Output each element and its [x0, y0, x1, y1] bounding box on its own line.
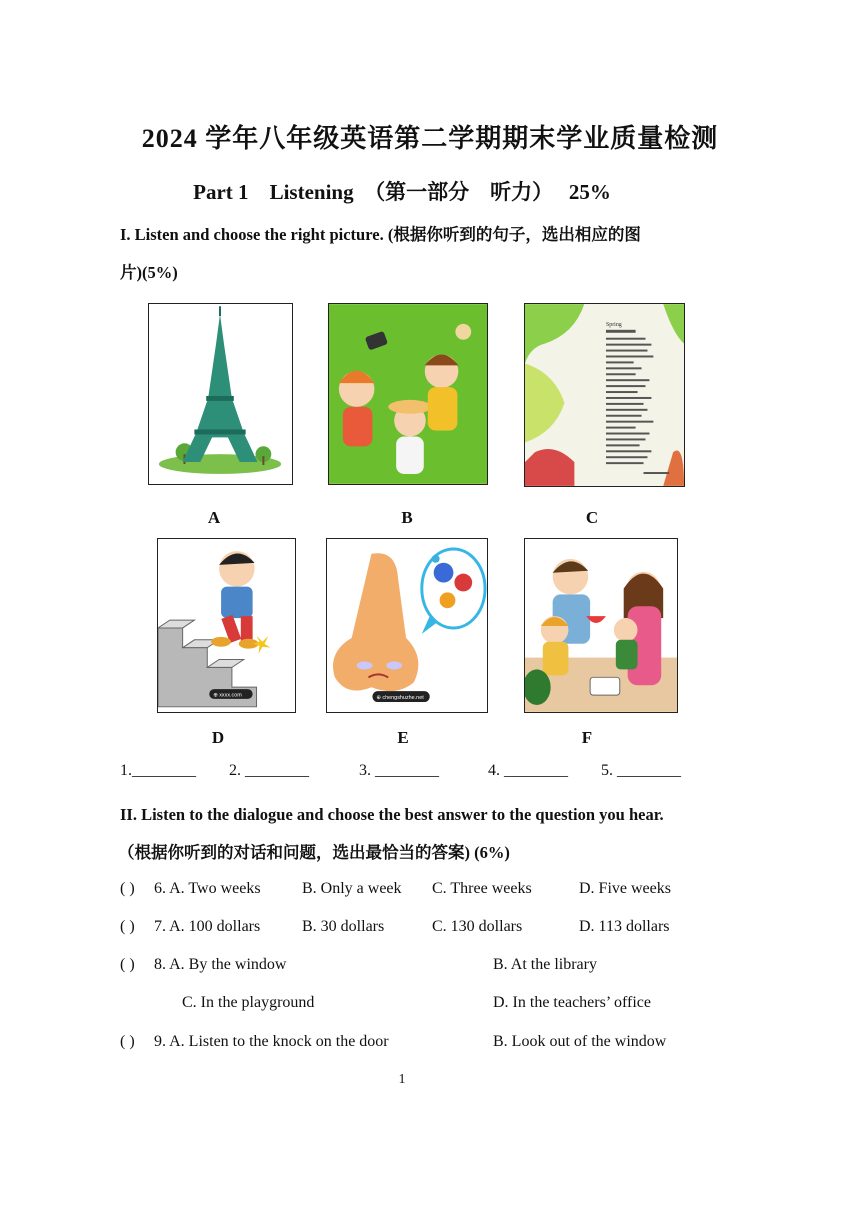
q7-option-d[interactable]: D. 113 dollars: [579, 918, 670, 935]
spring-poem-icon: [525, 304, 684, 486]
answer-paren-9[interactable]: ( ): [120, 1033, 135, 1050]
section2-heading-line2: （根据你听到的对话和问题，选出最恰当的答案) (6%): [118, 843, 510, 862]
part-label: Part 1: [193, 180, 249, 204]
picture-label-b: B: [401, 508, 413, 527]
answer-paren-7[interactable]: ( ): [120, 918, 135, 935]
answer-blank-1[interactable]: 1.________: [120, 762, 196, 779]
nose-germs-icon: [327, 539, 487, 712]
page-number: 1: [398, 1072, 406, 1087]
exam-title: 2024 学年八年级英语第二学期期末学业质量检测: [141, 124, 719, 153]
picture-c: [524, 303, 685, 487]
answer-blank-5[interactable]: 5. ________: [601, 762, 681, 779]
q7-option-c[interactable]: C. 130 dollars: [432, 918, 523, 935]
answer-blank-2[interactable]: 2. ________: [229, 762, 309, 779]
boy-on-stairs-icon: [158, 539, 295, 712]
section1-heading-line2: 片)(5%): [120, 263, 178, 282]
picture-e: [326, 538, 488, 713]
watermark-e: ⊕ chengshuzhe.net: [376, 695, 424, 702]
picture-label-f: F: [581, 728, 593, 747]
q8-option-a[interactable]: 8. A. By the window: [154, 956, 287, 973]
q6-option-b[interactable]: B. Only a week: [302, 880, 402, 897]
q8-option-d[interactable]: D. In the teachers’ office: [493, 994, 651, 1011]
family-picnic-icon: [525, 539, 677, 712]
picture-d: [157, 538, 296, 713]
picture-f: [524, 538, 678, 713]
part-heading: [0, 176, 804, 206]
answer-paren-6[interactable]: ( ): [120, 880, 135, 897]
section2-heading-line1: II. Listen to the dialogue and choose the best answer to the question you hear.: [120, 805, 664, 824]
answer-blank-4[interactable]: 4. ________: [488, 762, 568, 779]
q8-option-b[interactable]: B. At the library: [493, 956, 597, 973]
q9-option-a[interactable]: 9. A. Listen to the knock on the door: [154, 1033, 389, 1050]
eiffel-tower-icon: [149, 304, 292, 484]
picture-b: [328, 303, 488, 485]
part-cn: （第一部分 听力）: [364, 180, 554, 204]
picture-label-d: D: [211, 728, 225, 747]
picture-label-c: C: [585, 508, 599, 527]
part-name: Listening: [269, 180, 354, 204]
part-percent: 25%: [568, 180, 611, 204]
q7-option-a[interactable]: 7. A. 100 dollars: [154, 918, 261, 935]
section1-heading-line1: I. Listen and choose the right picture. (根据你听到的句子，选出相应的图: [120, 225, 641, 244]
kids-on-grass-icon: [329, 304, 487, 484]
picture-a: [148, 303, 293, 485]
answer-blank-3[interactable]: 3. ________: [359, 762, 439, 779]
q6-option-c[interactable]: C. Three weeks: [432, 880, 532, 897]
q9-option-b[interactable]: B. Look out of the window: [493, 1033, 667, 1050]
answer-paren-8[interactable]: ( ): [120, 956, 135, 973]
q7-option-b[interactable]: B. 30 dollars: [302, 918, 385, 935]
q8-option-c[interactable]: C. In the playground: [182, 994, 315, 1011]
picture-label-e: E: [397, 728, 409, 747]
q6-option-d[interactable]: D. Five weeks: [579, 880, 671, 897]
poem-title: Spring: [605, 321, 622, 328]
picture-label-a: A: [207, 508, 221, 527]
q6-option-a[interactable]: 6. A. Two weeks: [154, 880, 261, 897]
watermark-d: ⊕ xxxx.com: [213, 692, 242, 699]
